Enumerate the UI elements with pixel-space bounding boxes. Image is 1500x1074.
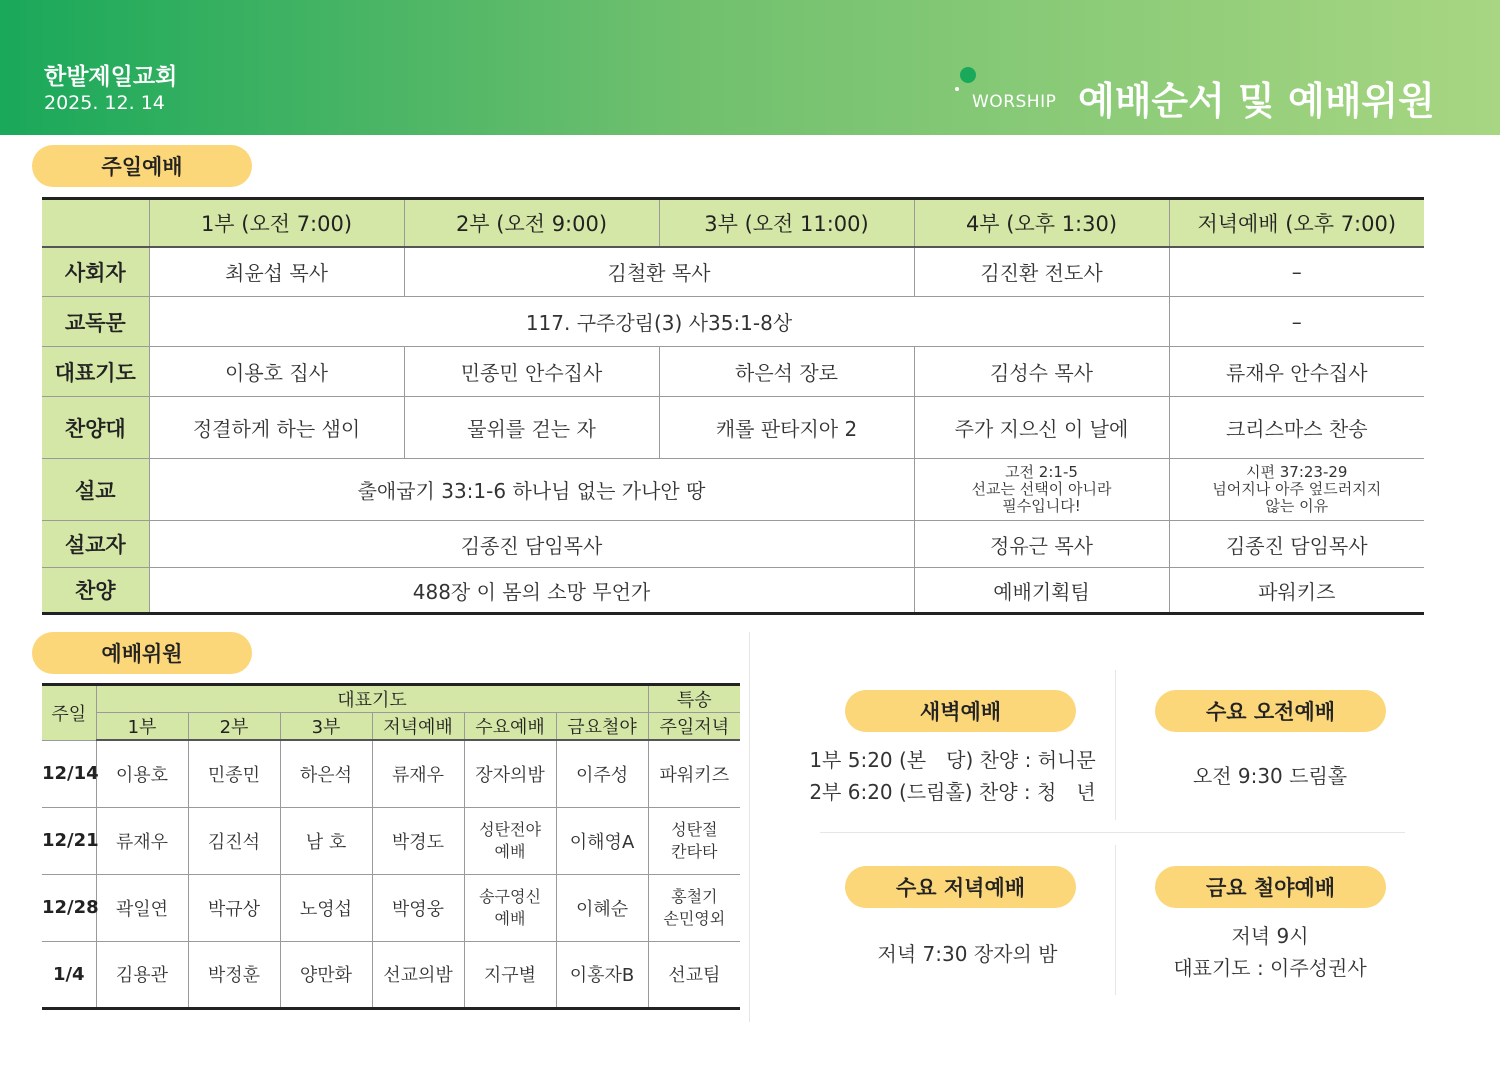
table-cell [188,740,280,807]
table-cell: – [1169,297,1424,347]
table-cell: – [1169,247,1424,297]
row-label: 찬양 [42,568,149,614]
table-cell [96,807,188,874]
cell-line: 김용관 [115,965,169,986]
sunday-service-table [42,197,1424,615]
row-label: 설교 [42,459,149,521]
cell-line: 지구별 [483,965,537,986]
cell-line: 하은석 [299,764,353,786]
cell-line: 이홍자B [569,965,635,986]
church-name: 한밭제일교회 [44,64,178,90]
column-header: 4부 (오후 1:30) [914,199,1169,247]
cell-line: 선교의밤 [383,965,453,986]
table-row [42,941,740,1008]
table-cell [96,941,188,1008]
table-cell [556,941,648,1008]
sermon-line: 시편 37:23-29 [1246,462,1348,481]
cell-line: 칸타타 [671,841,718,861]
cell-line: 류재우 [115,831,169,853]
column-header: 1부 (오전 7:00) [149,199,404,247]
column-header: 3부 [280,713,372,741]
wed-evening-service-title: 수요 저녁예배 [845,866,1076,908]
table-cell [372,740,464,807]
info-line: 저녁 9시 [1231,924,1309,948]
table-cell: 김진환 전도사 [914,247,1169,297]
bulletin-date: 2025. 12. 14 [44,92,165,114]
table-cell: 물위를 걷는 자 [404,397,659,459]
sermon-line: 고전 2:1-5 [1005,462,1078,481]
table-cell [464,740,556,807]
fri-night-service-title: 금요 철야예배 [1155,866,1386,908]
table-cell [188,874,280,941]
sermon-line: 넘어지나 아주 엎드러지지 [1212,479,1382,498]
cell-line: 박정훈 [207,965,261,986]
table-cell [372,807,464,874]
info-line: 대표기도 : 이주성권사 [1173,956,1367,980]
table-header-row [42,713,740,741]
dawn-service-title: 새벽예배 [845,690,1076,732]
table-cell: 김종진 담임목사 [149,521,914,568]
cell-line: 김진석 [207,831,261,853]
cell-line: 노영섭 [299,898,353,920]
cell-line: 홍철기 [671,886,718,906]
table-cell [556,874,648,941]
cell-line: 남 호 [305,831,347,853]
info-line: 1부 5:20 (본 당) 찬양 : 허니문 [809,748,1096,772]
table-cell [464,807,556,874]
table-cell: 정결하게 하는 샘이 [149,397,404,459]
cell-line: 류재우 [391,764,445,786]
table-cell: 예배기획팀 [914,568,1169,614]
column-header: 2부 [188,713,280,741]
table-row [42,397,1424,459]
dawn-service-info [800,744,1105,808]
table-cell: 출애굽기 33:1-6 하나님 없는 가나안 땅 [149,459,914,521]
column-header: 3부 (오전 11:00) [659,199,914,247]
table-cell [96,740,188,807]
worship-label: WORSHIP [972,92,1057,112]
table-row [42,874,740,941]
info-line: 오전 9:30 드림홀 [1192,764,1348,788]
row-date: 12/21 [42,807,96,874]
divider [1115,670,1116,820]
cell-line: 장자의밤 [475,764,545,786]
cell-line: 예배 [494,908,526,928]
table-cell: 이용호 집사 [149,347,404,397]
cell-line: 박규상 [207,898,261,920]
cell-line: 이용호 [115,764,169,786]
wed-morning-service-title: 수요 오전예배 [1155,690,1386,732]
dot-icon [960,67,976,83]
sermon-line: 선교는 선택이 아니라 [971,479,1112,498]
cell-line: 이혜순 [575,898,629,920]
column-header: 주일 [42,685,96,741]
divider [820,832,1405,833]
sermon-cell-4 [914,459,1169,521]
info-line: 저녁 7:30 장자의 밤 [877,942,1058,966]
cell-line: 박영웅 [391,898,445,920]
small-dot-icon [955,87,959,91]
table-cell [556,740,648,807]
table-cell [96,874,188,941]
table-cell: 117. 구주강림(3) 사35:1-8상 [149,297,1169,347]
table-cell [648,874,740,941]
divider [1115,845,1116,995]
table-header-row [42,199,1424,247]
table-cell [464,874,556,941]
cell-line: 예배 [494,841,526,861]
table-row [42,459,1424,521]
column-header: 1부 [96,713,188,741]
table-cell: 캐롤 판타지아 2 [659,397,914,459]
row-label: 사회자 [42,247,149,297]
table-cell: 파워키즈 [1169,568,1424,614]
table-row [42,807,740,874]
table-cell: 크리스마스 찬송 [1169,397,1424,459]
table-cell [188,941,280,1008]
table-cell [280,874,372,941]
cell-line: 성탄절 [671,819,718,839]
table-cell: 정유근 목사 [914,521,1169,568]
table-row [42,521,1424,568]
table-cell [648,807,740,874]
worship-staff-table [42,683,740,1010]
table-cell [280,941,372,1008]
table-row [42,740,740,807]
row-label: 찬양대 [42,397,149,459]
corner-cell [42,199,149,247]
table-row [42,568,1424,614]
column-header: 2부 (오전 9:00) [404,199,659,247]
info-line: 2부 6:20 (드림홀) 찬양 : 청 년 [809,780,1096,804]
row-label: 설교자 [42,521,149,568]
page-title: 예배순서 및 예배위원 [1078,79,1435,123]
table-cell: 하은석 장로 [659,347,914,397]
row-date: 12/28 [42,874,96,941]
cell-line: 민종민 [207,764,261,786]
cell-line: 곽일연 [115,898,169,920]
table-cell: 김종진 담임목사 [1169,521,1424,568]
cell-line: 손민영외 [663,908,726,928]
column-header: 금요철야 [556,713,648,741]
page-header [0,0,1500,135]
section-title-sunday: 주일예배 [32,145,252,187]
table-cell: 김성수 목사 [914,347,1169,397]
cell-line: 이해영A [569,831,635,853]
table-cell: 류재우 안수집사 [1169,347,1424,397]
table-cell: 김철환 목사 [404,247,914,297]
table-cell: 488장 이 몸의 소망 무언가 [149,568,914,614]
table-header-row [42,685,740,713]
column-header: 대표기도 [96,685,648,713]
table-cell [372,941,464,1008]
divider [749,632,750,1022]
table-cell: 최윤섭 목사 [149,247,404,297]
table-cell [556,807,648,874]
cell-line: 송구영신 [479,886,541,906]
cell-line: 이주성 [575,764,629,786]
cell-line: 파워키즈 [659,764,730,786]
row-label: 교독문 [42,297,149,347]
row-date: 12/14 [42,740,96,807]
table-cell [648,941,740,1008]
column-header: 저녁예배 [372,713,464,741]
table-row [42,297,1424,347]
column-header: 수요예배 [464,713,556,741]
table-cell [188,807,280,874]
cell-line: 선교팀 [668,965,721,986]
table-row [42,247,1424,297]
column-header: 저녁예배 (오후 7:00) [1169,199,1424,247]
column-header: 주일저녁 [648,713,740,741]
table-cell [280,740,372,807]
sermon-line: 필수입니다! [1002,497,1081,516]
sermon-line: 않는 이유 [1265,497,1329,516]
cell-line: 성탄전야 [479,819,541,839]
row-date: 1/4 [42,941,96,1008]
table-cell [372,874,464,941]
table-cell [464,941,556,1008]
wed-evening-service-info [800,938,1135,970]
row-label: 대표기도 [42,347,149,397]
table-cell: 민종민 안수집사 [404,347,659,397]
table-row [42,347,1424,397]
cell-line: 박경도 [391,831,445,853]
wed-morning-service-info [1125,760,1415,792]
sermon-cell-5 [1169,459,1424,521]
column-header: 특송 [648,685,740,713]
table-cell: 주가 지으신 이 날에 [914,397,1169,459]
table-cell [280,807,372,874]
fri-night-service-info [1125,920,1415,984]
cell-line: 양만화 [299,965,353,986]
table-cell [648,740,740,807]
section-title-staff: 예배위원 [32,632,252,674]
